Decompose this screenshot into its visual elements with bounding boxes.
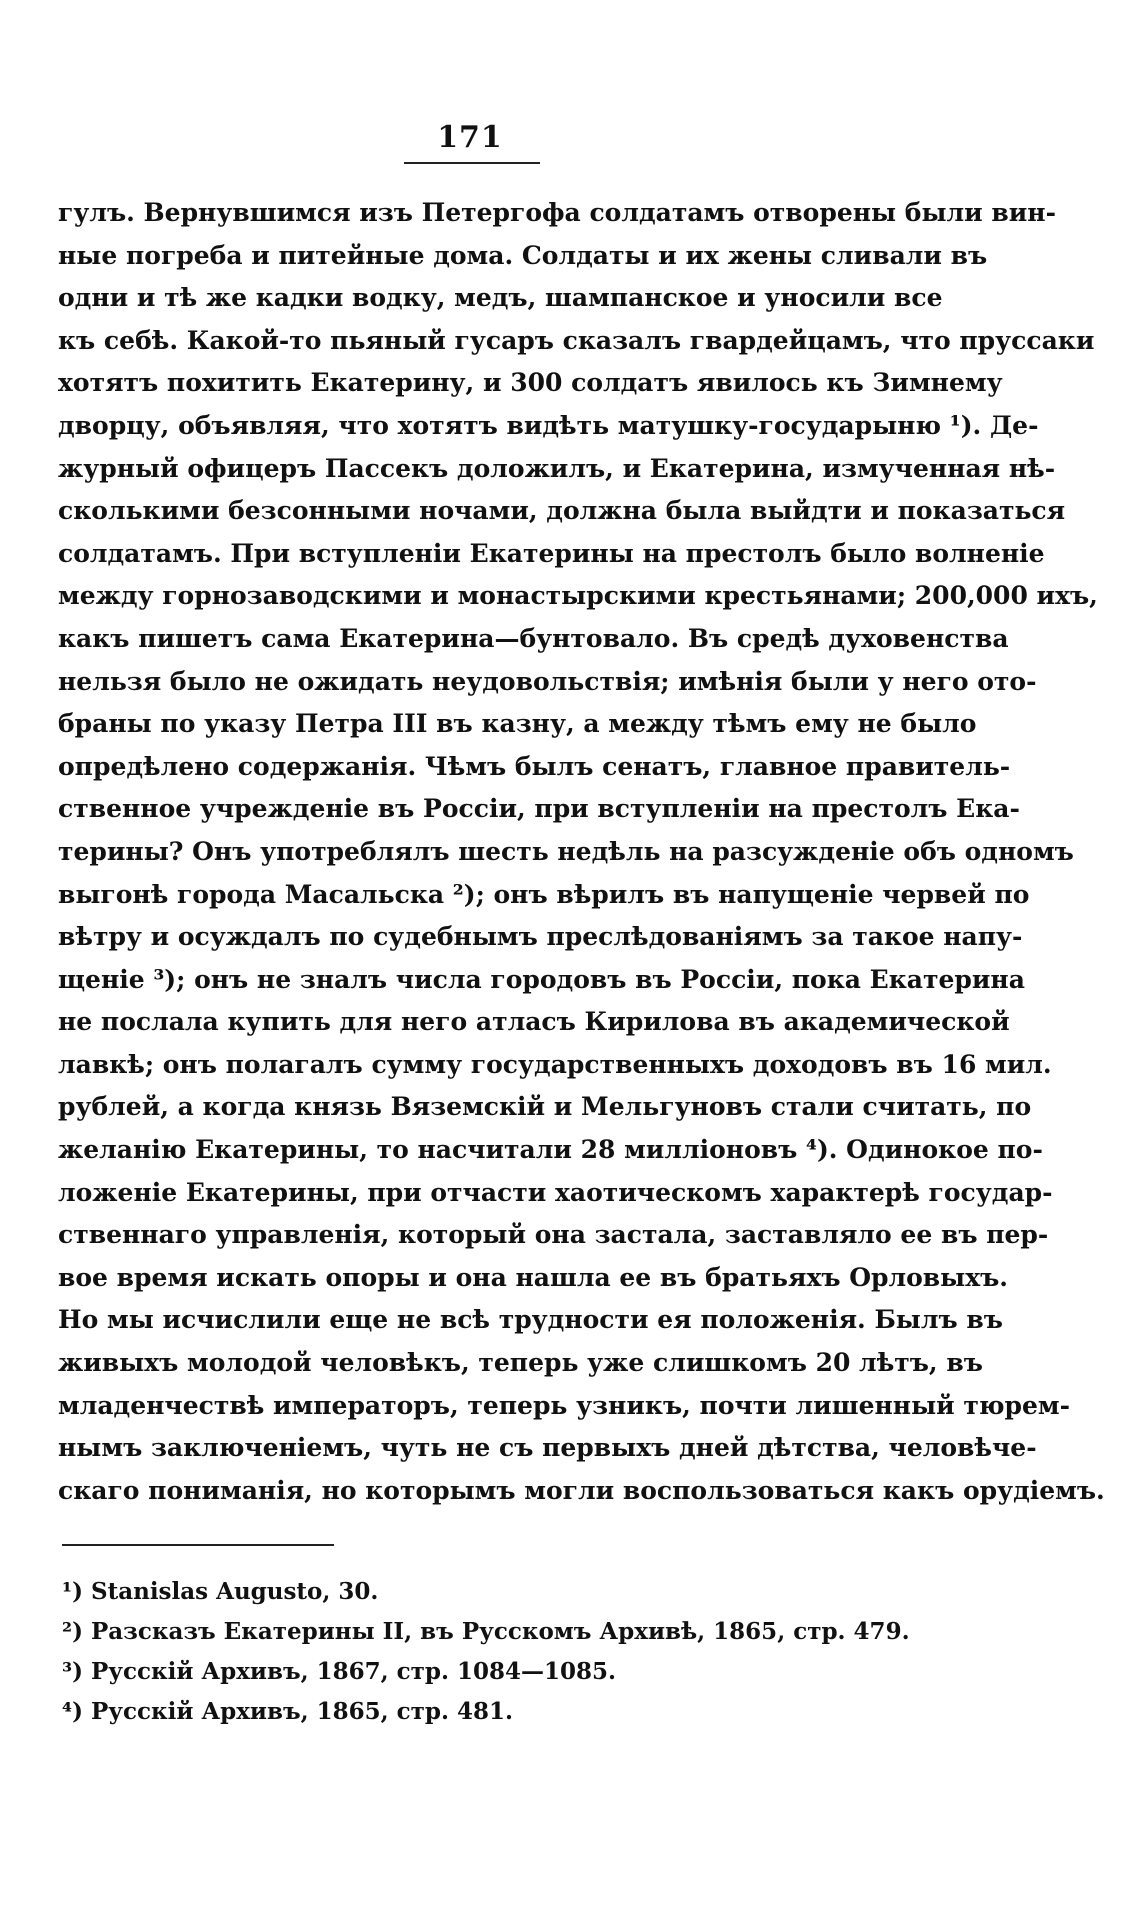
body-line: ственнаго управленія, который она застала, заставляло ее въ пер- [58,1220,1049,1250]
body-line: къ себѣ. Какой-то пьяный гусаръ сказалъ гвардейцамъ, что пруссаки [58,325,1095,355]
page-number: 171 [437,120,503,155]
body-line: какъ пишетъ сама Екатерина—бунтовало. Въ средѣ духовенства [58,623,1009,653]
body-line: нельзя было не ожидать неудовольствія; имѣнія были у него ото- [58,666,1037,696]
body-line: лавкѣ; онъ полагалъ сумму государственныхъ доходовъ въ 16 мил. [58,1049,1052,1079]
body-line: ственное учрежденіе въ Россіи, при вступленіи на престолъ Ека- [58,794,1020,824]
body-line: журный офицеръ Пассекъ доложилъ, и Екатерина, измученная нѣ- [58,453,1056,483]
footnote: ¹) Stanislas Augusto, 30. [62,1578,379,1605]
body-line: скаго пониманія, но которымъ могли воспользоваться какъ орудіемъ. [58,1475,1105,1505]
body-line: браны по указу Петра III въ казну, а между тѣмъ ему не было [58,709,977,739]
body-line: сколькими безсонными ночами, должна была выйдти и показаться [58,496,1066,526]
body-line: дворцу, объявляя, что хотятъ видѣть матушку-государыню ¹). Де- [58,410,1039,440]
body-line: вѣтру и осуждалъ по судебнымъ преслѣдованіямъ за такое напу- [58,922,1023,952]
body-line: рублей, а когда князь Вяземскій и Мельгуновъ стали считать, по [58,1092,1032,1122]
body-line: младенчествѣ императоръ, теперь узникъ, почти лишенный тюрем- [58,1390,1070,1420]
footnote: ⁴) Русскій Архивъ, 1865, стр. 481. [62,1698,514,1725]
body-line: ные погреба и питейные дома. Солдаты и их жены сливали въ [58,240,988,270]
body-line: между горнозаводскими и монастырскими крестьянами; 200,000 ихъ, [58,581,1098,611]
body-text [58,192,1105,1512]
body-line: нымъ заключеніемъ, чуть не съ первыхъ дней дѣтства, человѣче- [58,1433,1037,1463]
body-line: терины? Онъ употреблялъ шесть недѣль на разсужденіе объ одномъ [58,836,1074,866]
body-line: хотятъ похитить Екатерину, и 300 солдатъ явилось къ Зимнему [58,368,1003,398]
footnote: ²) Разсказъ Екатерины II, въ Русскомъ Архивѣ, 1865, стр. 479. [62,1618,910,1645]
body-line: опредѣлено содержанія. Чѣмъ былъ сенатъ, главное правитель- [58,751,1011,781]
page-number-rule [404,162,540,164]
body-line: живыхъ молодой человѣкъ, теперь уже слишкомъ 20 лѣтъ, въ [58,1348,983,1378]
body-line: вое время искать опоры и она нашла ее въ братьяхъ Орловыхъ. [58,1262,1008,1292]
body-line: желанію Екатерины, то насчитали 28 милліоновъ ⁴). Одинокое по- [58,1135,1043,1165]
footnote: ³) Русскій Архивъ, 1867, стр. 1084—1085. [62,1658,617,1685]
body-line: Но мы исчислили еще не всѣ трудности ея положенія. Былъ въ [58,1305,1003,1335]
body-line: солдатамъ. При вступленіи Екатерины на престолъ было волненіе [58,538,1045,568]
body-line: не послала купить для него атласъ Кирилова въ академической [58,1007,1010,1037]
body-line: выгонѣ города Масальска ²); онъ вѣрилъ въ напущеніе червей по [58,879,1030,909]
body-line: ложеніе Екатерины, при отчасти хаотическомъ характерѣ государ- [58,1177,1053,1207]
body-line: одни и тѣ же кадки водку, медъ, шампанское и уносили все [58,283,943,313]
footnote-separator [62,1544,334,1546]
footnotes [62,1572,910,1732]
body-line: гулъ. Вернувшимся изъ Петергофа солдатамъ отворены были вин- [58,198,1056,227]
body-line: щеніе ³); онъ не зналъ числа городовъ въ Россіи, пока Екатерина [58,964,1025,994]
